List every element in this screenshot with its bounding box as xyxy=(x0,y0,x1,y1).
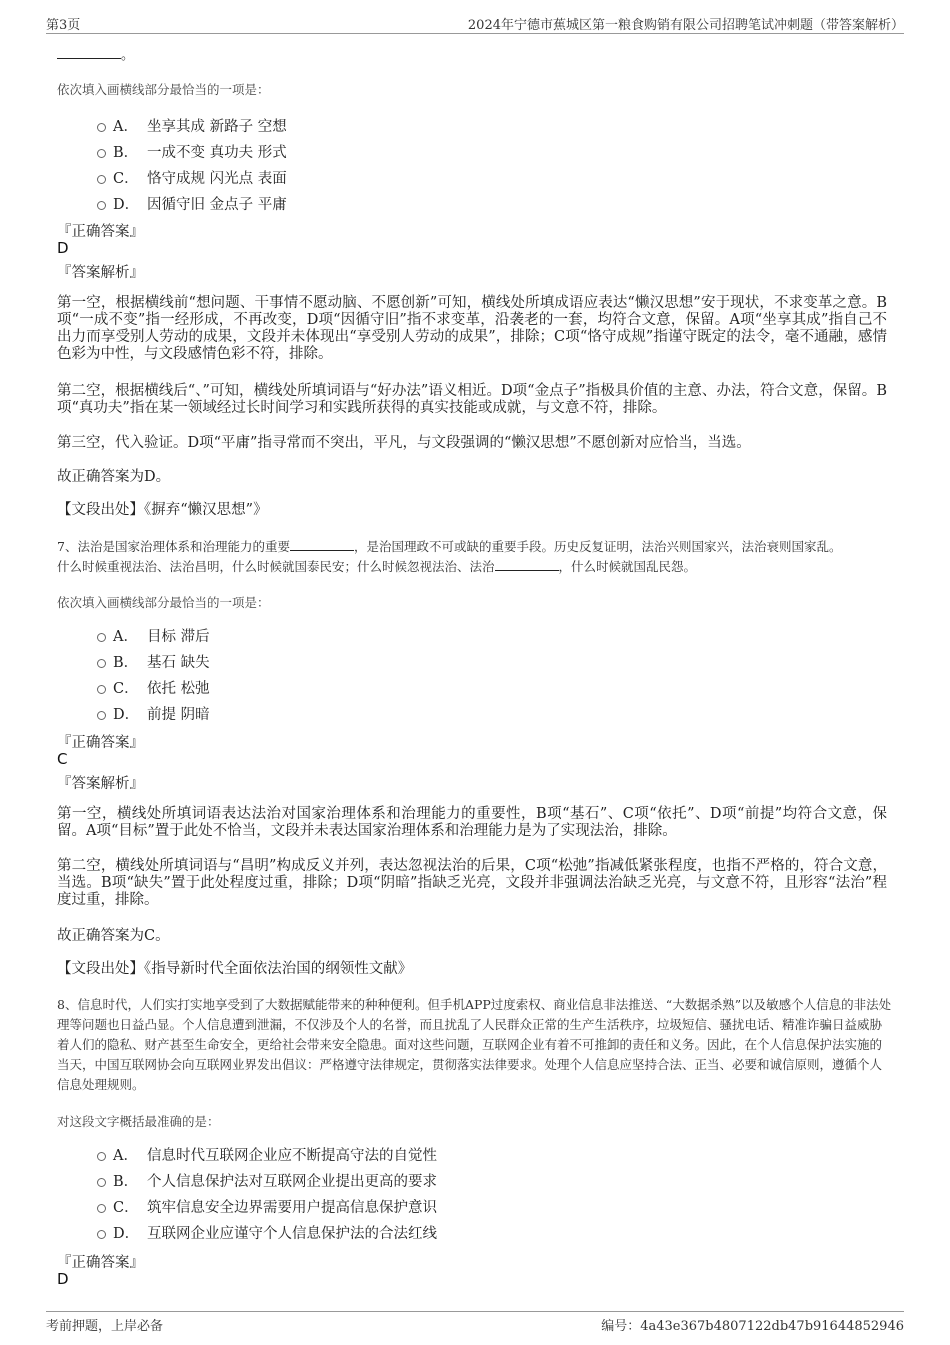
radio-icon[interactable] xyxy=(97,201,106,210)
q6-source: 【文段出处】《摒弃“懒汉思想”》 xyxy=(57,502,268,518)
q8-options xyxy=(97,1141,437,1245)
q7-question: 7、法治是国家治理体系和治理能力的重要 ，是治国理政不可或缺的重要手段。历史反复证明，法治兴则国家兴，法治衰则国家乱。 什么时候重视法治、法治昌明，什么时候就国泰民安；什么时候忽视法治、法治 ，什么时候就国乱民怨。 xyxy=(57,539,842,574)
document-title: 2024年宁德市蕉城区第一粮食购销有限公司招聘笔试冲刺题（带答案解析） xyxy=(467,18,904,33)
q7-analysis-3: 故正确答案为C。 xyxy=(57,928,170,944)
q8-answer: D xyxy=(57,1270,69,1288)
q7-option-c[interactable]: C． 依托 松弛 xyxy=(97,674,210,700)
q8-answer-tag: 『正确答案』 xyxy=(57,1255,144,1271)
q7-analysis-2: 第二空，横线处所填词语与“昌明”构成反义并列，表达忽视法治的后果，C项“松弛”指减低紧张程度，也指不严格的，符合文意，当选。B项“缺失”置于此处程度过重，排除；D项“阴暗”指缺乏光亮，文段并非强调法治缺乏光亮，与文意不符，且形容“法治”程度过重，排除。 xyxy=(57,858,887,908)
q7-option-d[interactable]: D． 前提 阴暗 xyxy=(97,700,210,726)
q6-option-d[interactable]: D． 因循守旧 金点子 平庸 xyxy=(97,190,287,216)
q8-option-b[interactable]: B． 个人信息保护法对互联网企业提出更高的要求 xyxy=(97,1167,437,1193)
q7-option-a[interactable]: A． 目标 滞后 xyxy=(97,622,210,648)
radio-icon[interactable] xyxy=(97,1204,106,1213)
footer-divider xyxy=(46,1311,904,1312)
q6-analysis-tag: 『答案解析』 xyxy=(57,265,144,281)
q6-analysis-1: 第一空，根据横线前“想问题、干事情不愿动脑、不愿创新”可知，横线处所填成语应表达“懒汉思想”安于现状，不求变革之意。B项“一成不变”指一经形成，不再改变，D项“因循守旧”指不求变革，沿袭老的一套，均符合文意，保留。A项“坐享其成”指自己不出力而享受别人劳动的成果，文段并未体现出“享受别人劳动的成果”，排除；C项“恪守成规”指谨守既定的法令，毫不通融，感情色彩为中性，与文段感情色彩不符，排除。 xyxy=(57,295,887,362)
q6-option-b[interactable]: B． 一成不变 真功夫 形式 xyxy=(97,138,287,164)
q8-option-c[interactable]: C． 筑牢信息安全边界需要用户提高信息保护意识 xyxy=(97,1193,437,1219)
q7-analysis-tag: 『答案解析』 xyxy=(57,776,144,792)
radio-icon[interactable] xyxy=(97,175,106,184)
fill-blank xyxy=(57,46,121,59)
q7-source: 【文段出处】《指导新时代全面依法治国的纲领性文献》 xyxy=(57,961,413,977)
q6-analysis-2: 第二空，根据横线后“、”可知，横线处所填词语与“好办法”语义相近。D项“金点子”指极具价值的主意、办法，符合文意，保留。B项“真功夫”指在某一领域经过长时间学习和实践所获得的真实技能或成就，与文意不符，排除。 xyxy=(57,383,887,416)
q7-answer-tag: 『正确答案』 xyxy=(57,735,144,751)
radio-icon[interactable] xyxy=(97,1152,106,1161)
q7-prompt: 依次填入画横线部分最恰当的一项是： xyxy=(57,595,270,610)
q6-answer-tag: 『正确答案』 xyxy=(57,224,144,240)
radio-icon[interactable] xyxy=(97,1178,106,1187)
q6-prompt: 依次填入画横线部分最恰当的一项是： xyxy=(57,82,270,97)
radio-icon[interactable] xyxy=(97,1230,106,1239)
radio-icon[interactable] xyxy=(97,149,106,158)
radio-icon[interactable] xyxy=(97,685,106,694)
radio-icon[interactable] xyxy=(97,659,106,668)
q6-options xyxy=(97,112,287,216)
q8-question: 8、信息时代，人们实打实地享受到了大数据赋能带来的种种便利。但手机APP过度索权、商业信息非法推送、“大数据杀熟”以及敏感个人信息的非法处理等问题也日益凸显。个人信息遭到泄漏，不仅涉及个人的名誉，而且扰乱了人民群众正常的生产生活秩序，垃圾短信、骚扰电话、精准诈骗日益威胁着人们的隐私、财产甚至生命安全，更给社会带来安全隐患。面对这些问题，互联网企业有着不可推卸的责任和义务。因此，在个人信息保护法实施的当天，中国互联网协会向互联网业界发出倡议：严格遵守法律规定，贯彻落实法律要求。处理个人信息应坚持合法、正当、必要和诚信原则，遵循个人信息处理规则。 xyxy=(57,997,892,1092)
fill-blank xyxy=(290,538,354,551)
q8-option-d[interactable]: D． 互联网企业应谨守个人信息保护法的合法红线 xyxy=(97,1219,437,1245)
fill-blank xyxy=(495,558,559,571)
q6-tail: 。 xyxy=(57,44,134,63)
q7-analysis-1: 第一空，横线处所填词语表达法治对国家治理体系和治理能力的重要性，B项“基石”、C项“依托”、D项“前提”均符合文意，保留。A项“目标”置于此处不恰当，文段并未表达国家治理体系和治理能力是为了实现法治，排除。 xyxy=(57,806,887,839)
q8-option-a[interactable]: A． 信息时代互联网企业应不断提高守法的自觉性 xyxy=(97,1141,437,1167)
q6-analysis-4: 故正确答案为D。 xyxy=(57,469,171,485)
radio-icon[interactable] xyxy=(97,711,106,720)
radio-icon[interactable] xyxy=(97,123,106,132)
page-header xyxy=(0,0,950,34)
q6-option-c[interactable]: C． 恪守成规 闪光点 表面 xyxy=(97,164,287,190)
q7-option-b[interactable]: B． 基石 缺失 xyxy=(97,648,210,674)
header-divider xyxy=(46,33,904,34)
q7-options xyxy=(97,622,210,726)
q6-answer: D xyxy=(57,239,69,257)
q7-answer: C xyxy=(57,750,68,768)
page-number: 第3页 xyxy=(46,18,81,33)
q6-option-a[interactable]: A． 坐享其成 新路子 空想 xyxy=(97,112,287,138)
radio-icon[interactable] xyxy=(97,633,106,642)
footer-code: 编号：4a43e367b4807122db47b91644852946 xyxy=(601,1319,904,1334)
q8-prompt: 对这段文字概括最准确的是： xyxy=(57,1114,220,1129)
footer-slogan: 考前押题，上岸必备 xyxy=(46,1319,164,1334)
q6-analysis-3: 第三空，代入验证。D项“平庸”指寻常而不突出，平凡，与文段强调的“懒汉思想”不愿创新对应恰当，当选。 xyxy=(57,435,751,451)
